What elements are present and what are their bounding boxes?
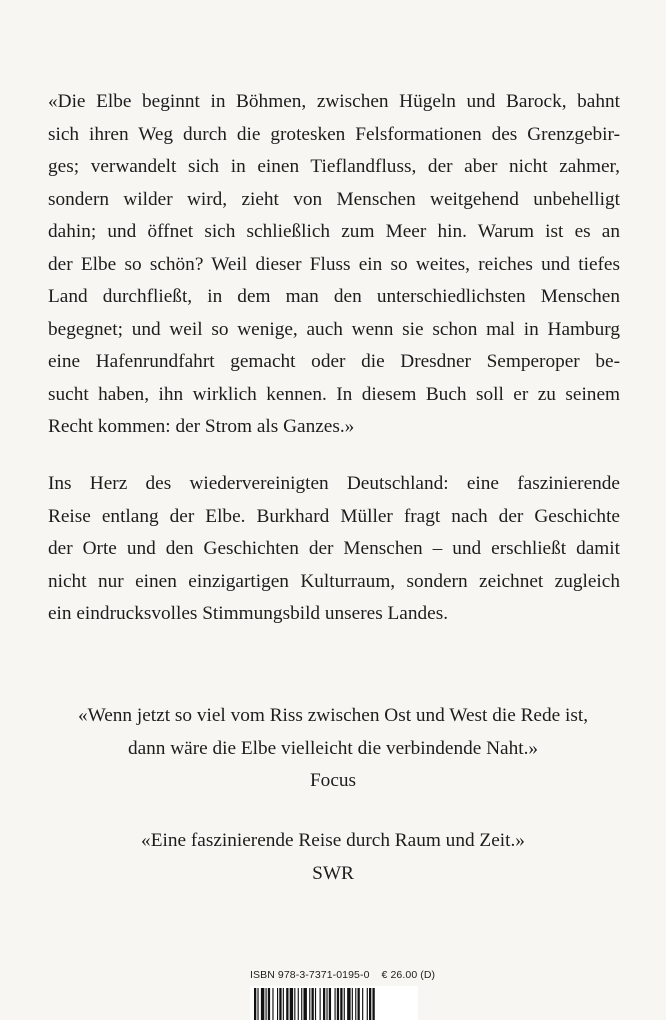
barcode-bar: [358, 988, 360, 1020]
text-line: Recht kommen: der Strom als Ganzes.»: [48, 416, 355, 437]
text-line: der Elbe so schön? Weil dieser Fluss ein so weites, reiches und tiefes: [48, 253, 620, 275]
quote-line: «Wenn jetzt so viel vom Riss zwischen Ost und West die Rede ist,: [77, 705, 589, 726]
barcode-bar: [367, 988, 368, 1020]
barcode-bar: [320, 988, 321, 1020]
barcode-bar: [309, 988, 310, 1020]
quote-source: SWR: [312, 862, 354, 884]
barcode-bar: [298, 988, 299, 1020]
blurb-intro-paragraph: [48, 86, 620, 444]
text-line: sich ihren Weg durch die grotesken Felsformationen des Grenzgebir-: [48, 123, 620, 145]
quote-line: «Eine faszinierende Reise durch Raum und Zeit.»: [141, 830, 525, 851]
text-line: ges; verwandelt sich in einen Tieflandfluss, der aber nicht zahmer,: [48, 156, 620, 177]
press-quote-focus: [0, 700, 666, 798]
price: € 26.00 (D): [381, 969, 436, 981]
text-line: begegnet; und weil so wenige, auch wenn sie schon mal in Hamburg: [48, 318, 620, 340]
barcode-bar: [294, 988, 295, 1020]
quote-source: Focus: [309, 770, 357, 791]
barcode-bar: [340, 988, 342, 1020]
text-line: eine Hafenrundfahrt gemacht oder die Dresdner Semperoper be-: [48, 351, 620, 372]
barcode-bar: [254, 988, 256, 1020]
isbn-number: ISBN 978-3-7371-0195-0: [250, 969, 370, 981]
text-line: Ins Herz des wiedervereinigten Deutschland: eine faszinierende: [48, 473, 620, 494]
isbn-price-label: [250, 969, 447, 981]
text-line: der Orte und den Geschichten der Menschen – und erschließt damit: [48, 538, 620, 559]
barcode-bar: [261, 988, 264, 1020]
barcode-bar: [286, 988, 288, 1020]
barcode-bar: [257, 988, 258, 1020]
barcode-bar: [301, 988, 302, 1020]
barcode-bar: [362, 988, 363, 1020]
barcode-bar: [352, 988, 353, 1020]
text-line: nicht nur einen einzigartigen Kulturraum, sondern zeichnet zugleich: [48, 570, 620, 592]
text-line: sondern wilder wird, zieht von Menschen weitgehend unbehelligt: [48, 188, 620, 210]
barcode-bar: [272, 988, 273, 1020]
text-line: dahin; und öffnet sich schließlich zum Meer hin. Warum ist es an: [48, 221, 620, 242]
barcode-bar: [277, 988, 278, 1020]
barcode: [250, 986, 418, 1020]
text-line: sucht haben, ihn wirklich kennen. In diesem Buch soll er zu seinem: [48, 383, 620, 405]
barcode-bar: [355, 988, 356, 1020]
press-quote-swr: [0, 825, 666, 890]
barcode-bar: [329, 988, 331, 1020]
barcode-bar: [303, 988, 306, 1020]
barcode-bar: [326, 988, 327, 1020]
barcode-bar: [337, 988, 339, 1020]
barcode-bar: [279, 988, 281, 1020]
text-line: Land durchfließt, in dem man den unterschiedlichsten Menschen: [48, 286, 620, 307]
blurb-summary-paragraph: [48, 468, 620, 631]
barcode-bar: [266, 988, 267, 1020]
barcode-bar: [315, 988, 316, 1020]
barcode-bar: [369, 988, 371, 1020]
barcode-bar: [323, 988, 325, 1020]
barcode-bar: [372, 988, 374, 1020]
text-line: «Die Elbe beginnt in Böhmen, zwischen Hügeln und Barock, bahnt: [48, 91, 620, 112]
barcode-bar: [268, 988, 270, 1020]
quote-line: dann wäre die Elbe vielleicht die verbindende Naht.»: [127, 737, 539, 759]
barcode-bar: [290, 988, 293, 1020]
barcode-graphic: [250, 986, 418, 1020]
barcode-bar: [335, 988, 336, 1020]
barcode-bar: [347, 988, 350, 1020]
barcode-bar: [312, 988, 314, 1020]
barcode-bar: [344, 988, 345, 1020]
barcode-bar: [283, 988, 284, 1020]
text-line: ein eindrucksvolles Stimmungsbild unseres Landes.: [48, 603, 449, 624]
text-line: Reise entlang der Elbe. Burkhard Müller fragt nach der Geschichte: [48, 505, 620, 527]
